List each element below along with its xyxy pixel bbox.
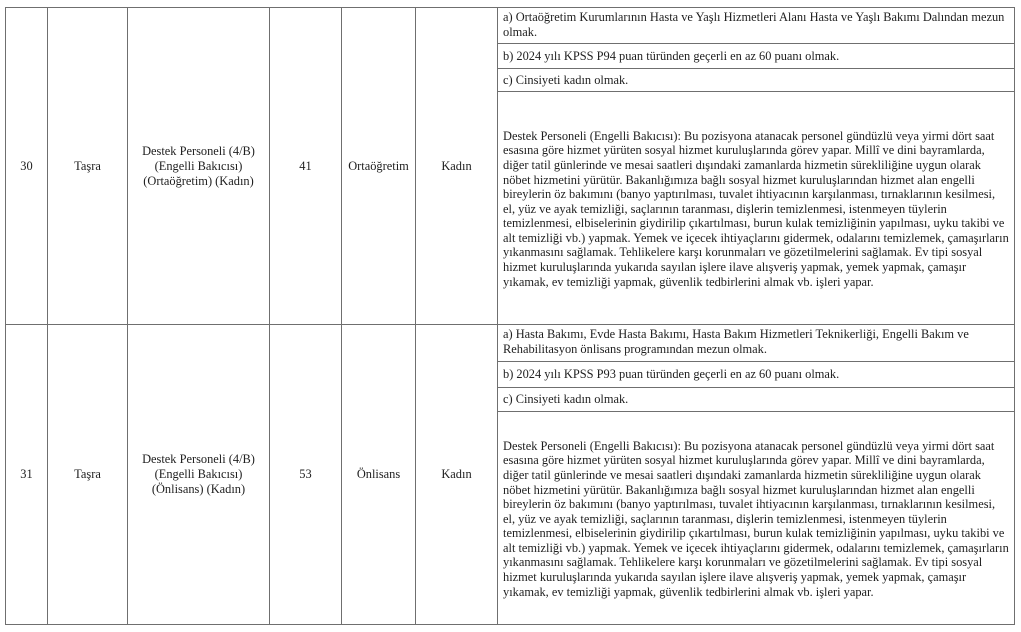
condition-b: b) 2024 yılı KPSS P94 puan türünden geçerli en az 60 puanı olmak. [498,44,1014,69]
conditions-cell [498,8,1014,324]
location-text: Taşra [74,467,101,481]
gender-text: Kadın [441,158,472,173]
location-text: Taşra [74,158,101,173]
quota-text: 53 [299,467,312,481]
row-number [6,325,48,624]
education-cell [342,8,416,324]
position-line: Destek Personeli (4/B) [142,452,255,466]
education-text: Önlisans [356,467,401,481]
position-line: (Ortaöğretim) (Kadın) [143,173,254,188]
row-number-text: 30 [20,158,33,173]
location-cell [48,325,128,624]
position-cell [128,325,270,624]
condition-c: c) Cinsiyeti kadın olmak. [498,388,1014,412]
row-number [6,8,48,324]
position-line: Destek Personeli (4/B) [142,143,255,158]
position-cell [128,8,270,324]
position-line: (Engelli Bakıcısı) [154,467,243,481]
table-row [6,325,1014,624]
location-cell [48,8,128,324]
position-line: (Önlisans) (Kadın) [151,482,246,496]
condition-c: c) Cinsiyeti kadın olmak. [498,69,1014,92]
gender-cell [416,8,498,324]
condition-a: a) Ortaöğretim Kurumlarının Hasta ve Yaşlı Hizmetleri Alanı Hasta ve Yaşlı Bakımı Dalından mezun olmak. [498,8,1014,44]
row-number-text: 31 [20,467,33,481]
table-row [6,8,1014,325]
condition-a: a) Hasta Bakımı, Evde Hasta Bakımı, Hasta Bakım Hizmetleri Teknikerliği, Engelli Bakım ve Rehabilitasyon önlisans programından mezun olmak. [498,325,1014,362]
job-description-text: Destek Personeli (Engelli Bakıcısı): Bu pozisyona atanacak personel gündüzlü veya yirmi dört saat esasına göre hizmet yürüten sosyal hizmet kuruluşlarında görev yapar. Millî ve dini bayramlarda, diğer tatil günlerinde ve mesai saatleri dışındaki zamanlarda hizmetin sürekliliğine uygun olarak nöbet hizmetini yürütür. Bakanlığımıza bağlı sosyal hizmet kuruluşlarından hizmet alan engelli bireylerin öz bakımını (banyo yaptırılması, tuvalet ihtiyacının karşılanması, tırnaklarının kesilmesi, el, yüz ve ayak temizliği, saçlarının taranması, dişlerin temizlenmesi, istenmeyen tüylerin temizlenmesi, elbiselerinin giydirilip çıkartılması, burun kulak temizliğinin yapılması, uyku takibi ve alt temizliği vb.) yapmak. Yemek ve içecek ihtiyaçlarını gidermek, odalarını temizlemek, çamaşırların yıkanmasını sağlamak. Tehlikelere karşı korunmaları ve gözetilmelerini sağlamak. Ev tipi sosyal hizmet kuruluşlarında yukarıda sayılan işlere ilave alışveriş yapmak, yemek yapmak, çamaşır yıkamak, ev temizliği yapmak, güvenlik tedbirlerini almak vb. işleri yapar. [503,438,1009,599]
job-description [498,412,1014,624]
quota-text: 41 [299,158,312,173]
job-description-text: Destek Personeli (Engelli Bakıcısı): Bu pozisyona atanacak personel gündüzlü veya yirmi dört saat esasına göre hizmet yürüten sosyal hizmet kuruluşlarında görev yapar. Millî ve dini bayramlarda, diğer tatil günlerinde ve mesai saatleri dışındaki zamanlarda hizmetin sürekliliğine uygun olarak nöbet hizmetini yürütür. Bakanlığımıza bağlı sosyal hizmet kuruluşlarından hizmet alan engelli bireylerin öz bakımını (banyo yaptırılması, tuvalet ihtiyacının karşılanması, tırnaklarının kesilmesi, el, yüz ve ayak temizliği, saçlarının taranması, dişlerin temizlenmesi, istenmeyen tüylerin temizlenmesi, elbiselerinin giydirilip çıkartılması, burun kulak temizliğinin yapılması, uyku takibi ve alt temizliği vb.) yapmak. Yemek ve içecek ihtiyaçlarını gidermek, odalarını temizlemek, çamaşırların yıkanmasını sağlamak. Tehlikelere karşı korunmaları ve gözetilmelerini sağlamak. Ev tipi sosyal hizmet kuruluşlarında yukarıda sayılan işlere ilave alışveriş yapmak, yemek yapmak, çamaşır yıkamak, ev temizliği yapmak, güvenlik tedbirlerini almak vb. işleri yapar. [503,128,1009,289]
positions-table [5,7,1015,625]
conditions-cell [498,325,1014,624]
condition-b: b) 2024 yılı KPSS P93 puan türünden geçerli en az 60 puanı olmak. [498,362,1014,388]
position-line: (Engelli Bakıcısı) [154,158,243,173]
quota-cell [270,325,342,624]
job-description [498,92,1014,324]
education-cell [342,325,416,624]
quota-cell [270,8,342,324]
education-text: Ortaöğretim [348,158,409,173]
gender-cell [416,325,498,624]
gender-text: Kadın [441,467,472,481]
